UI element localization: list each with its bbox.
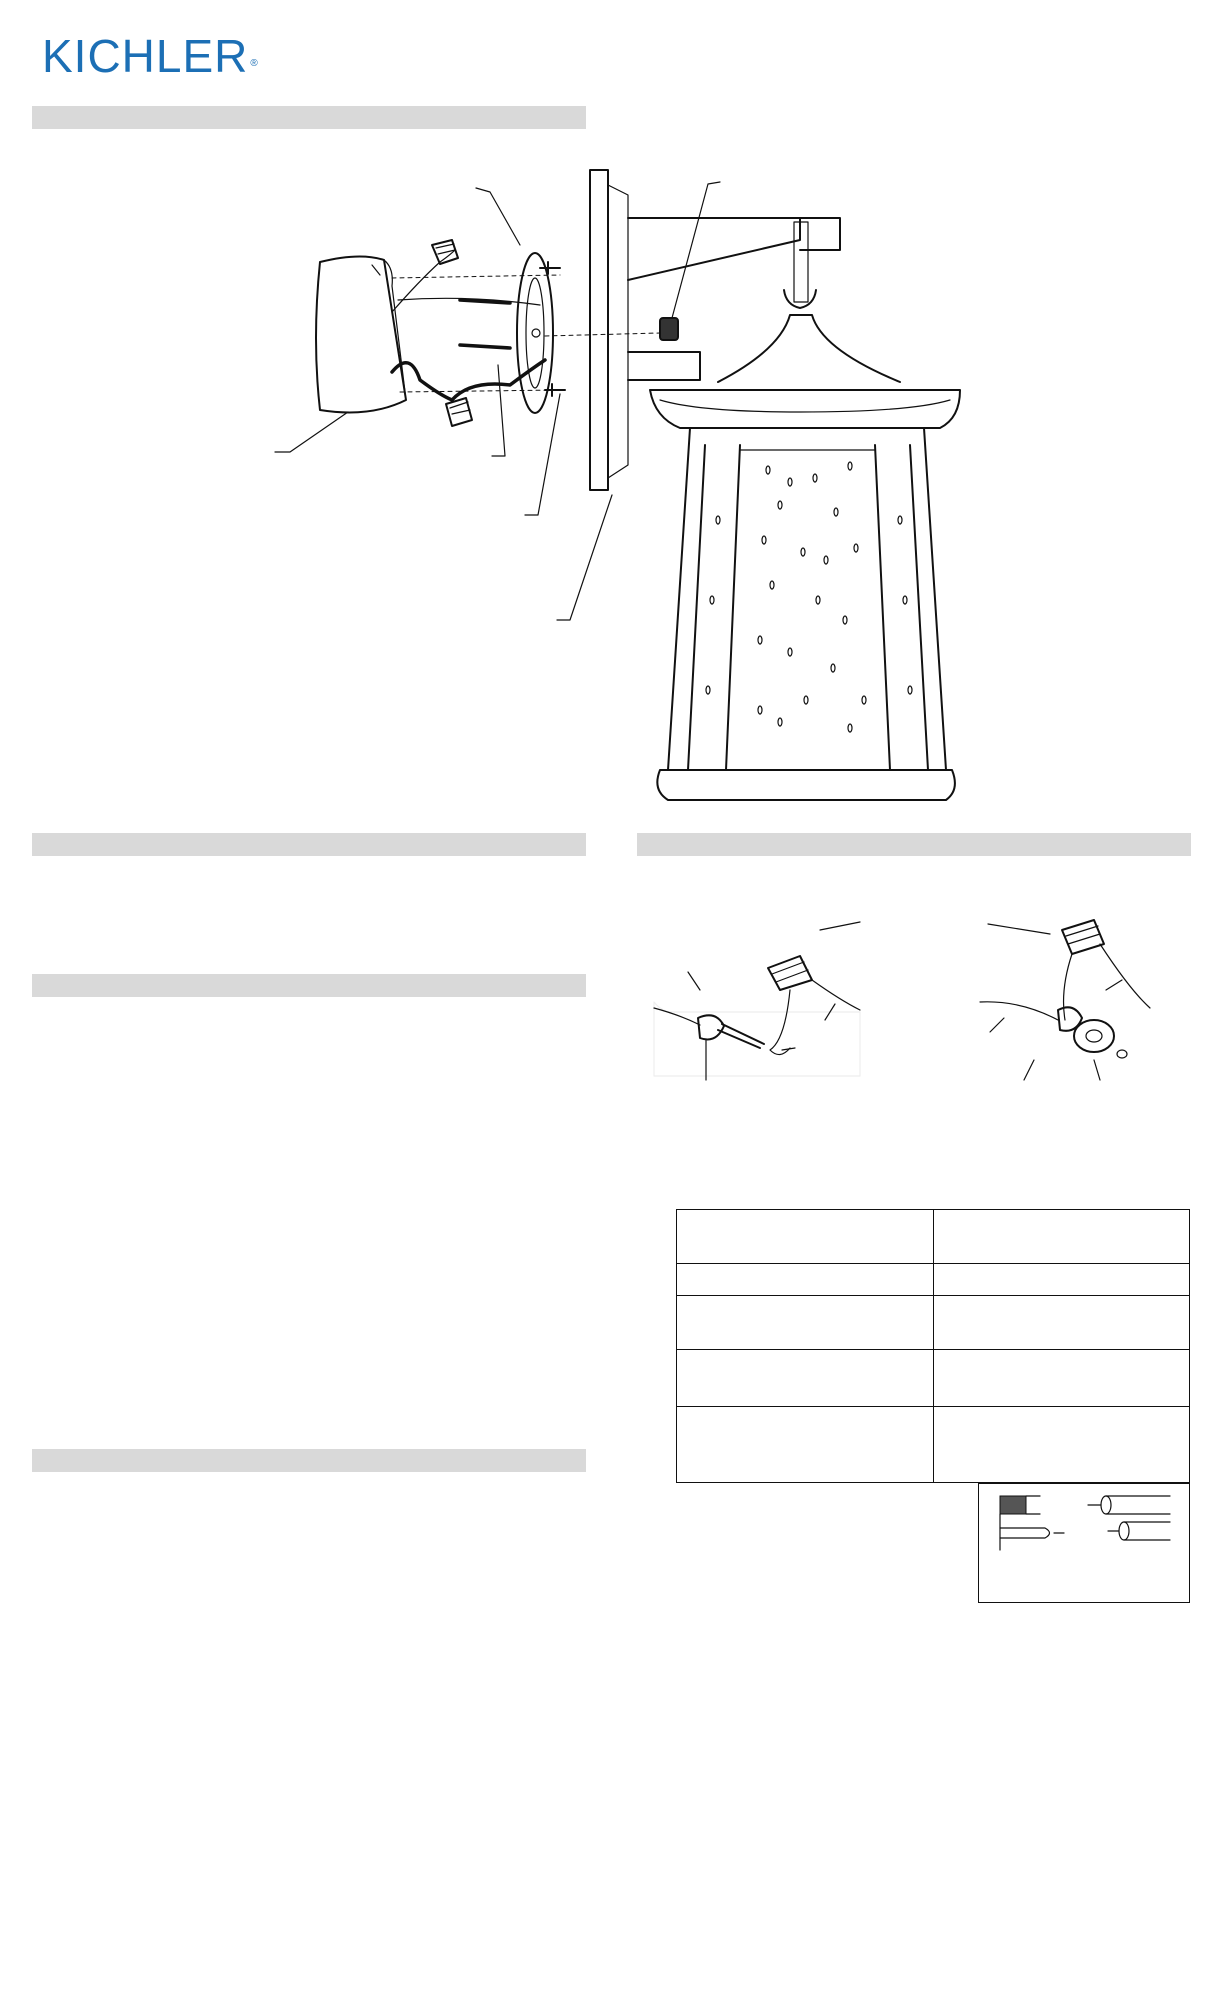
brand-name: KICHLER [42,30,249,82]
registered-mark: ® [250,58,259,69]
cord-icon [1000,1496,1064,1550]
wire-icon [1088,1496,1170,1540]
